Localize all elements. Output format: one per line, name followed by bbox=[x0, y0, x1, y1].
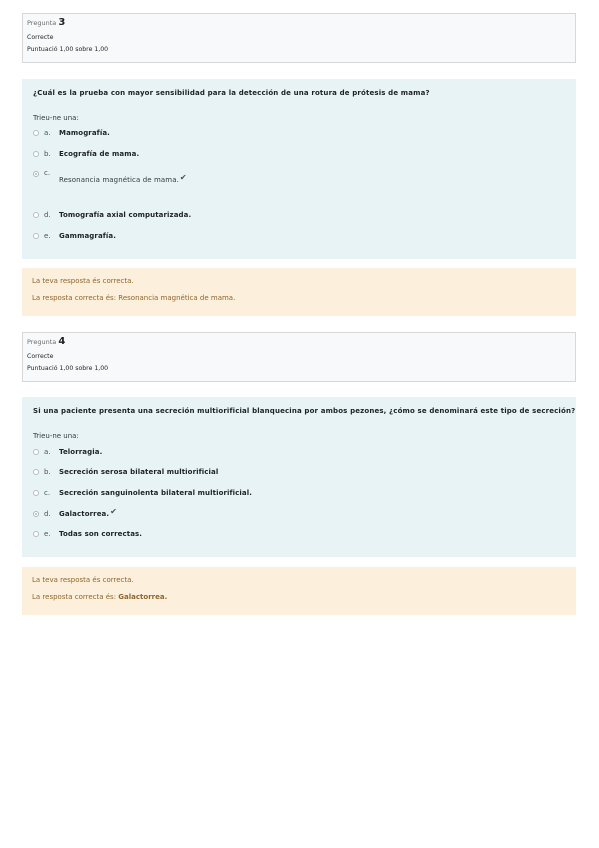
question-number: Pregunta 4 bbox=[27, 336, 66, 347]
right-answer: La resposta correcta és: Galactorrea. bbox=[32, 593, 168, 601]
answer-letter: c. bbox=[44, 489, 51, 497]
radio-icon[interactable] bbox=[33, 233, 39, 239]
answer-option-a[interactable] bbox=[33, 127, 110, 139]
right-answer-value: Galactorrea. bbox=[118, 593, 168, 601]
feedback-status: La teva resposta és correcta. bbox=[32, 277, 134, 285]
answer-option-e[interactable] bbox=[33, 528, 142, 540]
question-text: Si una paciente presenta una secreción multiorificial blanquecina por ambos pezones, ¿cómo se denominará este tipo de secreción? bbox=[33, 407, 576, 415]
radio-icon[interactable] bbox=[33, 212, 39, 218]
radio-icon[interactable] bbox=[33, 151, 39, 157]
question-content-4 bbox=[22, 397, 576, 557]
answer-text: Todas son correctas. bbox=[59, 530, 143, 538]
answer-option-b[interactable] bbox=[33, 148, 139, 160]
answer-letter: a. bbox=[44, 448, 51, 456]
question-state: Correcte bbox=[27, 353, 54, 360]
answer-letter: d. bbox=[44, 510, 51, 518]
radio-icon[interactable] bbox=[33, 130, 39, 136]
feedback-3 bbox=[22, 268, 576, 316]
answer-prompt: Trieu-ne una: bbox=[33, 114, 79, 122]
question-info-4 bbox=[22, 332, 576, 382]
question-grade: Puntuació 1,00 sobre 1,00 bbox=[27, 46, 109, 53]
question-text: ¿Cuál es la prueba con mayor sensibilidad para la detección de una rotura de prótesis de mama? bbox=[33, 89, 430, 97]
question-grade: Puntuació 1,00 sobre 1,00 bbox=[27, 365, 109, 372]
answer-text: Telorragia. bbox=[59, 448, 103, 456]
check-icon: ✔ bbox=[110, 506, 117, 516]
question-number: Pregunta 3 bbox=[27, 17, 66, 28]
question-info-3 bbox=[22, 13, 576, 63]
question-content-3 bbox=[22, 79, 576, 259]
answer-letter: a. bbox=[44, 129, 51, 137]
radio-icon[interactable] bbox=[33, 171, 39, 177]
answer-text: Resonancia magnética de mama. bbox=[59, 176, 179, 184]
answer-text: Secreción sanguinolenta bilateral multiorificial. bbox=[59, 489, 253, 497]
answer-letter: e. bbox=[44, 232, 51, 240]
answer-letter: e. bbox=[44, 530, 51, 538]
radio-icon[interactable] bbox=[33, 469, 39, 475]
answer-text: Ecografía de mama. bbox=[59, 150, 140, 158]
feedback-status: La teva resposta és correcta. bbox=[32, 576, 134, 584]
question-number-value: 3 bbox=[58, 17, 66, 28]
right-answer-value: Resonancia magnética de mama. bbox=[118, 294, 236, 302]
answer-option-c[interactable] bbox=[33, 487, 252, 499]
radio-icon[interactable] bbox=[33, 490, 39, 496]
answer-text: Galactorrea. bbox=[59, 510, 110, 518]
answer-option-a[interactable] bbox=[33, 446, 102, 458]
answer-prompt: Trieu-ne una: bbox=[33, 432, 79, 440]
answer-option-b[interactable] bbox=[33, 466, 218, 478]
right-answer: La resposta correcta és: Resonancia magnética de mama. bbox=[32, 294, 236, 302]
radio-icon[interactable] bbox=[33, 531, 39, 537]
answer-text: Gammagrafía. bbox=[59, 232, 116, 240]
answer-text: Mamografía. bbox=[59, 129, 110, 137]
answer-option-d[interactable] bbox=[33, 508, 117, 520]
answer-letter: b. bbox=[44, 150, 51, 158]
answer-option-d[interactable] bbox=[33, 209, 191, 221]
answer-letter: c. bbox=[44, 169, 51, 177]
question-number-value: 4 bbox=[58, 336, 66, 347]
answer-option-c[interactable] bbox=[33, 168, 187, 192]
answer-letter: d. bbox=[44, 211, 51, 219]
answer-letter: b. bbox=[44, 468, 51, 476]
radio-icon[interactable] bbox=[33, 449, 39, 455]
answer-text: Tomografía axial computarizada. bbox=[59, 211, 192, 219]
answer-text: Secreción serosa bilateral multiorificial bbox=[59, 468, 219, 476]
question-state: Correcte bbox=[27, 34, 54, 41]
check-icon: ✔ bbox=[179, 173, 187, 182]
radio-icon[interactable] bbox=[33, 511, 39, 517]
answer-option-e[interactable] bbox=[33, 230, 116, 242]
feedback-4 bbox=[22, 567, 576, 615]
